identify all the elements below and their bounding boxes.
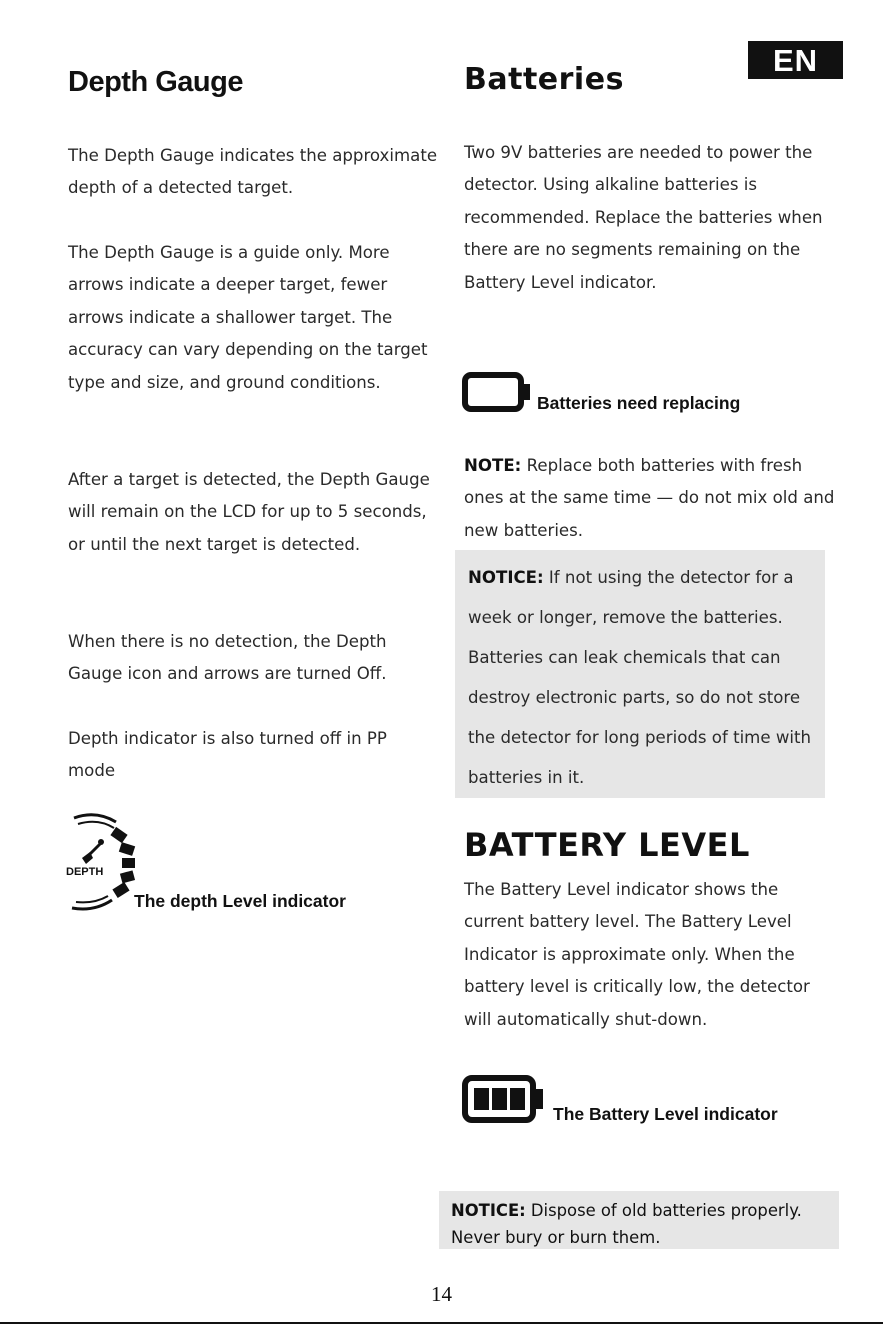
depth-gauge-paragraph-1: The Depth Gauge indicates the approximate depth of a detected target. <box>68 146 438 198</box>
full-battery-icon <box>462 1075 546 1123</box>
notice-storage-text <box>468 558 820 798</box>
batteries-need-replacing-caption: Batteries need replacing <box>537 393 741 413</box>
notice-dispose-text <box>451 1197 836 1251</box>
depth-gauge-paragraph-3: After a target is detected, the Depth Gauge will remain on the LCD for up to 5 seconds, or until the next target is detected. <box>68 470 430 554</box>
empty-battery-icon <box>462 372 532 412</box>
depth-gauge-paragraph-4: When there is no detection, the Depth Gauge icon and arrows are turned Off. <box>68 632 387 684</box>
note-text: Replace both batteries with fresh ones at the same time — do not mix old and new batteries. <box>464 456 835 540</box>
notice-dispose-label: NOTICE: <box>451 1201 526 1220</box>
page-number: 14 <box>431 1282 452 1306</box>
batteries-paragraph: Two 9V batteries are needed to power the detector. Using alkaline batteries is recommended. Replace the batteries when there are no segments remaining on the Battery Level indicator. <box>464 143 823 292</box>
battery-level-heading: BATTERY LEVEL <box>464 826 750 864</box>
notice-box-dispose <box>439 1191 839 1249</box>
battery-level-caption: The Battery Level indicator <box>553 1104 778 1124</box>
language-badge: EN <box>748 41 843 79</box>
notice-label: NOTICE: <box>468 568 544 587</box>
battery-level-paragraph: The Battery Level indicator shows the current battery level. The Battery Level Indicator is approximate only. When the battery level is critically low, the detector will automatically shut-down. <box>464 880 810 1029</box>
notice-body: If not using the detector for a week or longer, remove the batteries. Batteries can leak chemicals that can destroy electronic parts, so do not store the detector for long periods of time with batteries in it. <box>468 568 812 787</box>
depth-gauge-paragraph-2: The Depth Gauge is a guide only. More arrows indicate a deeper target, fewer arrows indicate a shallower target. The accuracy can vary depending on the target type and size, and ground conditions. <box>68 243 428 392</box>
depth-level-caption: The depth Level indicator <box>134 891 346 911</box>
depth-icon-label: DEPTH <box>66 866 104 878</box>
note-label: NOTE: <box>464 456 522 475</box>
depth-gauge-paragraph-5: Depth indicator is also turned off in PP mode <box>68 729 387 781</box>
depth-gauge-heading: Depth Gauge <box>68 66 243 98</box>
depth-gauge-icon <box>66 812 138 912</box>
notice-dispose-body: Dispose of old batteries properly. Never bury or burn them. <box>451 1201 802 1247</box>
note-paragraph <box>464 450 839 547</box>
notice-box-storage <box>455 550 825 798</box>
batteries-heading: Batteries <box>464 62 624 97</box>
